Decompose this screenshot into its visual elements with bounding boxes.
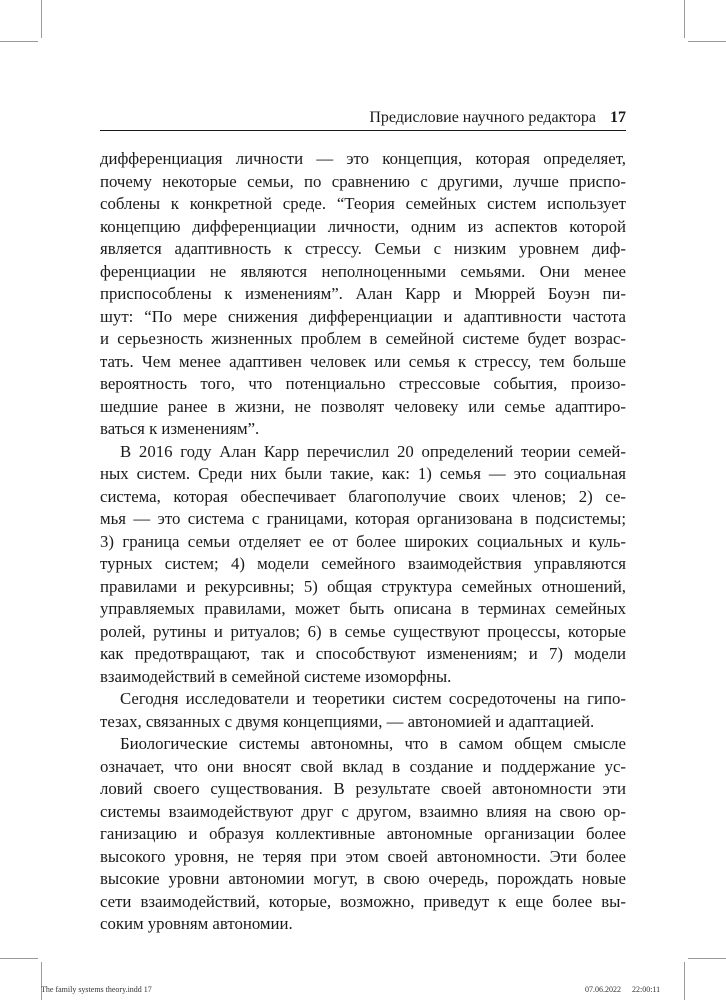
text-line: ганизацию и образуя коллективные автономные организации более: [100, 824, 626, 843]
text-line: вероятность того, что потенциально стрессовые события, произо-: [100, 374, 626, 393]
text-line: как предотвращают, так и способствуют изменениям; и 7) модели: [100, 644, 626, 663]
text-line: 3) граница семьи отделяет ее от более широких социальных и куль-: [100, 531, 626, 551]
crop-mark-top-left: [41, 0, 42, 38]
text-line: шедшие ранее в жизни, не позволят человеку или семье адаптиро-: [100, 396, 626, 416]
text-line: система, которая обеспечивает благополучие своих членов; 2) се-: [100, 486, 626, 506]
header-rule: [100, 130, 626, 131]
slug-date: 07.06.2022: [585, 985, 621, 994]
text-line: и серьезность жизненных проблем в семейной системе будет возрас-: [100, 329, 626, 348]
page-number: 17: [610, 109, 626, 126]
crop-mark-bottom-left-h: [0, 958, 38, 959]
text-line: управляемых правилами, может быть описана в терминах семейных: [100, 599, 626, 618]
text-line: соблены к конкретной среде. “Теория семейных систем использует: [100, 194, 626, 213]
crop-mark-top-right-h: [688, 41, 726, 42]
text-line: ных систем. Среди них были такие, как: 1) семья — это социальная: [100, 464, 626, 483]
text-line: Сегодня исследователи и теоретики систем сосредоточены на гипо-: [120, 689, 626, 708]
running-head-title: Предисловие научного редактора: [369, 109, 596, 126]
crop-mark-bottom-right-h: [688, 958, 726, 959]
slug-filename: The family systems theory.indd 17: [41, 985, 152, 994]
paragraph: [100, 441, 626, 689]
crop-mark-bottom-right: [684, 962, 685, 1000]
text-line: правилами и рекурсивны; 5) общая структура семейных отношений,: [100, 576, 626, 596]
text-line: В 2016 году Алан Карр перечислил 20 определений теории семей-: [120, 441, 626, 461]
text-line: соким уровням автономии.: [100, 914, 293, 933]
text-line: почему некоторые семьи, по сравнению с другими, лучше приспо-: [100, 171, 626, 191]
text-line: ролей, рутины и ритуалов; 6) в семье существуют процессы, которые: [100, 621, 626, 641]
crop-mark-top-right: [684, 0, 685, 38]
text-line: ловий своего существования. В результате своей автономности эти: [100, 779, 626, 798]
text-line: дифференциация личности — это концепция, которая определяет,: [100, 149, 626, 168]
text-line: является адаптивность к стрессу. Семьи с низким уровнем диф-: [100, 239, 626, 258]
text-line: шут: “По мере снижения дифференциации и адаптивности частота: [100, 306, 626, 326]
text-line: ференциации не являются неполноценными семьями. Они менее: [100, 261, 626, 281]
paragraph: [100, 733, 626, 936]
text-line: тать. Чем менее адаптивен человек или семья к стрессу, тем больше: [100, 351, 626, 371]
text-line: турных систем; 4) модели семейного взаимодействия управляются: [100, 554, 626, 573]
text-line: приспособлены к изменениям”. Алан Карр и Мюррей Боуэн пи-: [100, 284, 626, 303]
body-text: [100, 148, 626, 936]
running-head: [100, 107, 626, 129]
text-line: взаимодействий в семейной системе изоморфны.: [100, 666, 452, 686]
text-line: системы взаимодействуют друг с другом, взаимно влияя на свою ор-: [100, 801, 626, 821]
text-line: мья — это система с границами, которая организована в подсистемы;: [100, 509, 626, 528]
text-line: концепцию дифференциации личности, одним из аспектов которой: [100, 216, 626, 236]
text-line: высокие уровни автономии могут, в свою очередь, порождать новые: [100, 869, 626, 888]
text-line: означает, что они вносят свой вклад в создание и поддержание ус-: [100, 756, 626, 776]
text-line: сети взаимодействий, которые, возможно, приведут к еще более вы-: [100, 891, 626, 911]
text-line: Биологические системы автономны, что в самом общем смысле: [120, 734, 626, 753]
text-line: тезах, связанных с двумя концепциями, — автономией и адаптацией.: [100, 711, 595, 731]
slug-time: 22:00:11: [632, 985, 661, 994]
paragraph: [100, 688, 626, 733]
text-line: высокого уровня, не теряя при этом своей автономности. Эти более: [100, 846, 626, 866]
paragraph: [100, 148, 626, 441]
crop-mark-top-left-h: [0, 41, 38, 42]
text-line: ваться к изменениям”.: [100, 419, 260, 438]
